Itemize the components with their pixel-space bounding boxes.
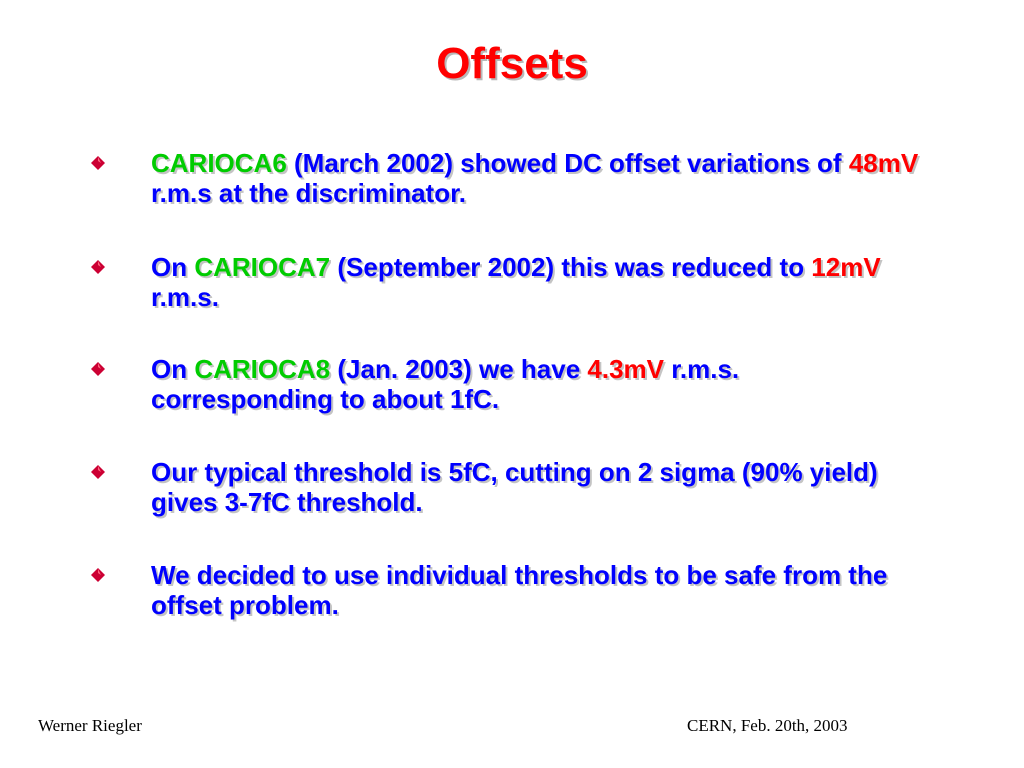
bullet-text-segment: r.m.s. corresponding to about 1fC.: [151, 354, 740, 414]
bullet-text-segment: On: [151, 252, 195, 282]
diamond-bullet-icon: [91, 260, 105, 274]
diamond-bullet-icon: [91, 465, 105, 479]
bullet-text-segment: r.m.s.: [151, 282, 219, 312]
bullet-text-1: [151, 148, 921, 208]
offset-value-4-3mv: 4.3mV: [587, 354, 664, 384]
offset-value-48mv: 48mV: [848, 148, 919, 178]
bullet-text-segment: Our typical threshold is 5fC, cutting on 2 sigma (90% yield) gives 3-7fC threshold.: [151, 457, 878, 517]
bullet-text-3: [151, 354, 921, 414]
diamond-bullet-icon: [91, 362, 105, 376]
bullet-text-segment: On: [151, 354, 195, 384]
offset-value-12mv: 12mV: [811, 252, 881, 282]
bullet-text-segment: We decided to use individual thresholds to be safe from the offset problem.: [151, 560, 888, 620]
slide-title: Offsets: [436, 39, 588, 88]
diamond-bullet-icon: [91, 156, 105, 170]
footer-venue-date: CERN, Feb. 20th, 2003: [687, 716, 848, 735]
bullet-text-segment: (March 2002) showed DC offset variations of: [286, 148, 849, 178]
bullet-text-segment: r.m.s at the discriminator.: [151, 178, 466, 208]
chip-name-carioca6: CARIOCA6: [151, 148, 287, 178]
diamond-bullet-icon: [91, 568, 105, 582]
bullet-text-5: [151, 560, 921, 620]
chip-name-carioca8: CARIOCA8: [194, 354, 331, 384]
bullet-text-4: [151, 457, 921, 517]
footer-author: Werner Riegler: [38, 716, 142, 735]
chip-name-carioca7: CARIOCA7: [194, 252, 331, 282]
bullet-text-segment: (September 2002) this was reduced to: [330, 252, 812, 282]
bullet-text-2: [151, 252, 921, 312]
bullet-text-segment: (Jan. 2003) we have: [330, 354, 588, 384]
